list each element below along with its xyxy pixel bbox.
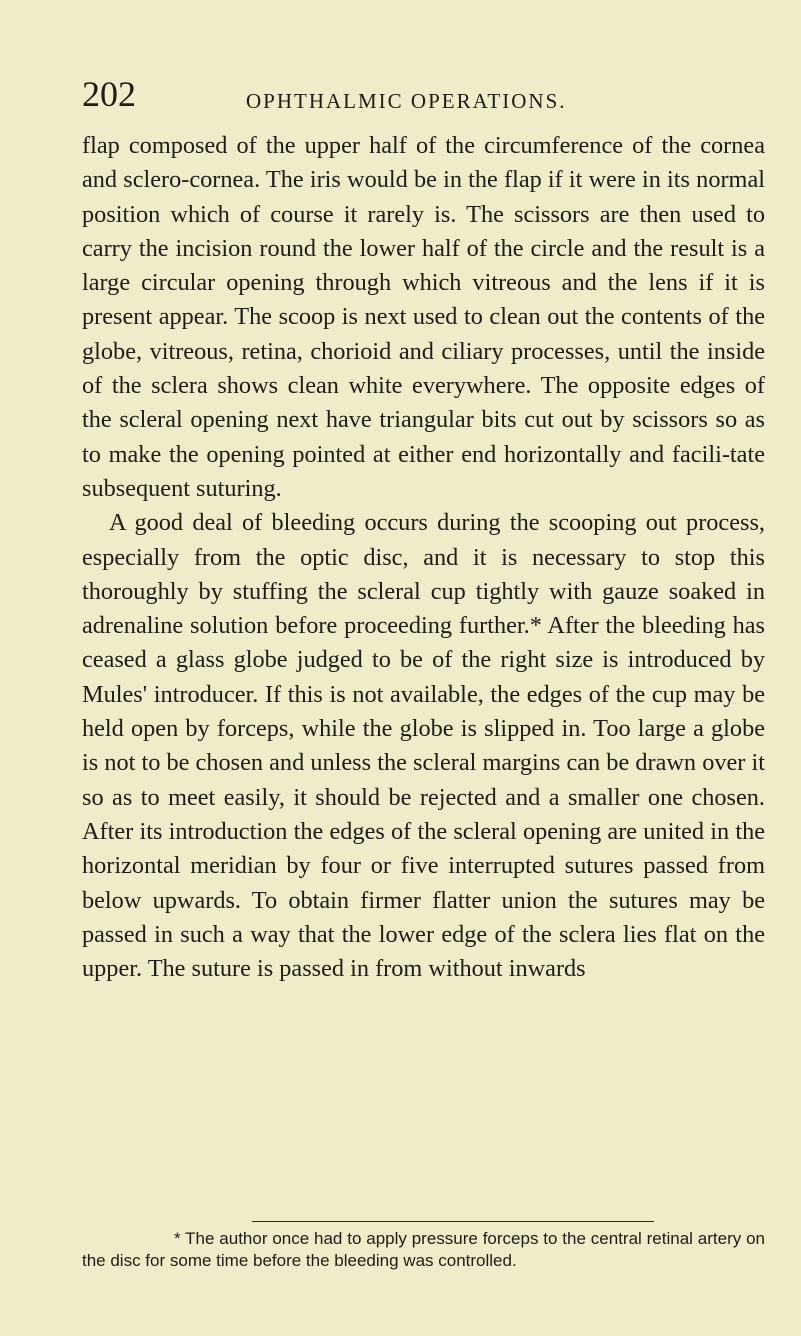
paragraph-1: flap composed of the upper half of the circumference of the cornea and sclero-cornea. The iris would be in the flap if it were in its normal position which of course it rarely is. The scissors are then used to carry the incision round the lower half of the circle and the result is a large circular opening through which vitreous and the lens if it is present appear. The scoop is next used to clean out the contents of the globe, vitreous, retina, chorioid and ciliary processes, until the inside of the sclera shows clean white everywhere. The opposite edges of the scleral opening next have triangular bits cut out by scissors so as to make the opening pointed at either end horizontally and facili-tate subsequent suturing.	[82, 132, 765, 502]
paragraph-2: A good deal of bleeding occurs during the scooping out process, especially from the optic disc, and it is necessary to stop this thoroughly by stuffing the scleral cup tightly with gauze soaked in adrenaline solution before proceeding further.* After the bleeding has ceased a glass globe judged to be of the right size is introduced by Mules' introducer. If this is not available, the edges of the cup may be held open by forceps, while the globe is slipped in. Too large a globe is not to be chosen and unless the scleral margins can be drawn over it so as to meet easily, it should be rejected and a smaller one chosen. After its introduction the edges of the scleral opening are united in the horizontal meridian by four or five interrupted sutures passed from below upwards. To obtain firmer flatter union the sutures may be passed in such a way that the lower edge of the sclera lies flat on the upper. The suture is passed in from without inwards	[82, 509, 765, 983]
page-number: 202	[82, 74, 136, 114]
footnote-rule	[252, 1221, 654, 1222]
footnote-text: * The author once had to apply pressure forceps to the central retinal artery on the disc for some time before the bleeding was controlled.	[82, 1229, 765, 1270]
main-text	[82, 129, 765, 986]
running-head: OPHTHALMIC OPERATIONS.	[246, 89, 567, 113]
footnote	[82, 1228, 765, 1272]
